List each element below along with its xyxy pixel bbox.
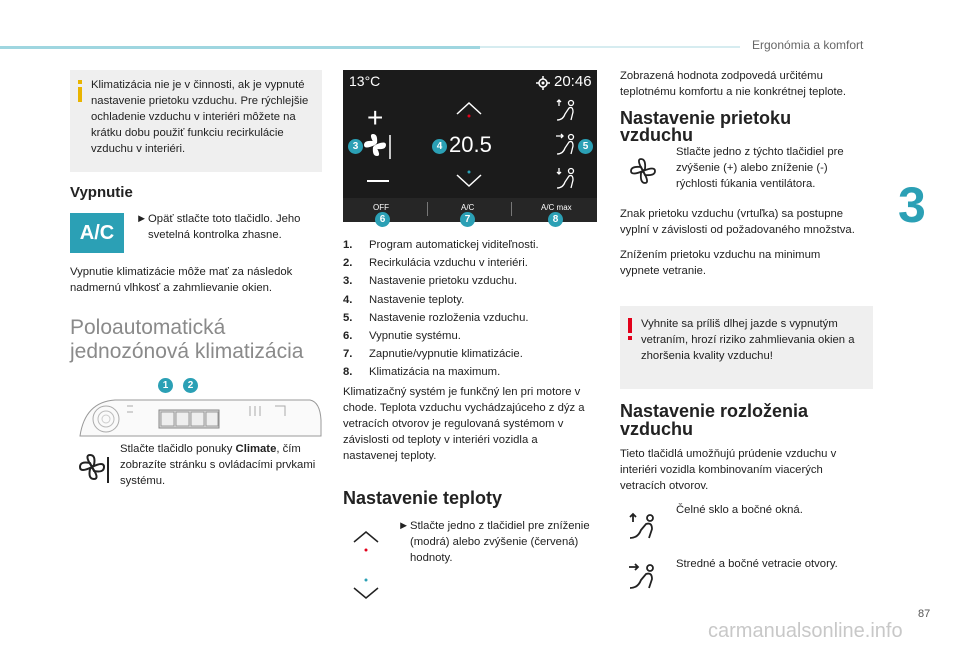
legend-number: 5. xyxy=(343,311,353,324)
legend-number: 1. xyxy=(343,239,353,251)
legend-number: 8. xyxy=(343,366,353,379)
windscreen-air-icon xyxy=(628,512,658,542)
temp-up-button[interactable] xyxy=(455,100,483,118)
intro-text: Zobrazená hodnota zodpovedá určitému teplotnému komfortu a nie konkrétnej teplote. xyxy=(620,70,847,98)
header-bar-light xyxy=(480,46,740,48)
air-feet-icon[interactable] xyxy=(555,166,577,192)
watermark: carmanualsonline.info xyxy=(708,620,903,642)
callout-3: 3 xyxy=(348,139,363,154)
prietok-title-line2: vzduchu xyxy=(620,125,694,145)
windscreen-text: Čelné sklo a bočné okná. xyxy=(676,504,803,516)
temp-arrows-icon xyxy=(352,530,380,600)
dashboard-illustration xyxy=(75,376,325,442)
section-title-line2: jednozónová klimatizácia xyxy=(70,340,304,363)
legend-item xyxy=(343,237,539,253)
divider xyxy=(427,202,428,216)
info-icon xyxy=(78,80,82,102)
air-center-icon[interactable] xyxy=(555,132,577,158)
legend-number: 4. xyxy=(343,293,353,306)
prietok-text: Stlačte jedno z týchto tlačidiel pre zvýšenie (+) alebo zníženie (-) rýchlosti fúkania ventilátora. xyxy=(676,146,844,190)
section-header: Ergonómia a komfort xyxy=(752,38,864,52)
legend-item xyxy=(343,346,523,362)
legend-text: Nastavenie teploty. xyxy=(369,293,465,306)
prietok-text3: Znížením prietoku vzduchu na minimum vypnete vetranie. xyxy=(620,249,821,277)
divider xyxy=(511,202,512,216)
section-title-line1: Poloautomatická xyxy=(70,316,226,339)
bullet-icon: ► xyxy=(398,520,410,532)
ac-max-button[interactable]: A/C max xyxy=(541,203,572,212)
ac-button-icon: A/C xyxy=(70,213,124,253)
bullet-icon: ► xyxy=(136,213,148,225)
settings-icon xyxy=(536,76,550,90)
callout-2: 2 xyxy=(183,378,198,393)
legend-item xyxy=(343,328,461,344)
warning-text: Vyhnite sa príliš dlhej jazde s vypnutým vetraním, hrozí riziko zahmlievania okien a zhoršenia kvality vzduchu! xyxy=(641,318,855,362)
legend-text: Program automatickej viditeľnosti. xyxy=(369,239,539,251)
fan-plus-button[interactable]: + xyxy=(367,102,384,133)
chapter-number: 3 xyxy=(898,177,926,233)
system-text: Klimatizačný systém je funkčný len pri motore v chode. Teplota vzduchu vychádzajúceho z dýz a vetracích otvorov je regulovaná systémom v závislosti od teploty v interiéri vozidla a nastavenej teploty. xyxy=(343,386,585,462)
outside-temp: 13°C xyxy=(349,73,381,89)
info-note-text: Klimatizácia nie je v činnosti, ak je vypnuté nastavenie prietoku vzduchu. Pre rýchlejšie ochladenie vzduchu v interiéri môžete na krátku dobu použiť funkciu recirkulácie vzduchu v interiéri. xyxy=(91,79,309,155)
vypnutie-text: Vypnutie klimatizácie môže mať za následok nadmernú vlhkosť a zahmlievanie okien. xyxy=(70,266,293,294)
fan-minus-button[interactable] xyxy=(367,180,389,182)
page-number: 87 xyxy=(918,608,931,620)
fan-menu-icon xyxy=(78,453,112,487)
rozlozenie-title-line1: Nastavenie rozloženia xyxy=(620,401,809,421)
callout-6: 6 xyxy=(375,212,390,227)
temp-down-button[interactable] xyxy=(455,170,483,188)
ac-button[interactable]: A/C xyxy=(461,203,475,212)
legend-text: Zapnutie/vypnutie klimatizácie. xyxy=(369,348,523,361)
clock: 20:46 xyxy=(554,73,592,90)
rozlozenie-title-line2: vzduchu xyxy=(620,419,694,439)
legend-number: 3. xyxy=(343,275,353,288)
teplota-title: Nastavenie teploty xyxy=(343,488,503,508)
legend-number: 6. xyxy=(343,330,353,342)
center-vents-air-icon xyxy=(628,562,658,592)
legend-item xyxy=(343,255,528,271)
prietok-text2: Znak prietoku vzduchu (vrtuľka) sa postupne vyplní v závislosti od požadovaného množstva. xyxy=(620,208,855,236)
legend-text: Vypnutie systému. xyxy=(369,330,461,342)
vypnutie-bullet: Opäť stlačte toto tlačidlo. Jeho svetelná kontrolka zhasne. xyxy=(148,213,301,241)
callout-7: 7 xyxy=(460,212,475,227)
rozlozenie-text: Tieto tlačidlá umožňujú prúdenie vzduchu v interiéri vozidla kombinovaním viacerých vetracích otvorov. xyxy=(620,448,837,492)
warning-icon xyxy=(628,318,632,340)
callout-1: 1 xyxy=(158,378,173,393)
header-bar xyxy=(0,46,480,49)
callout-5: 5 xyxy=(578,139,593,154)
center-vents-text: Stredné a bočné vetracie otvory. xyxy=(676,558,838,570)
vypnutie-title: Vypnutie xyxy=(70,184,133,201)
legend-text: Nastavenie rozloženia vzduchu. xyxy=(369,311,529,324)
legend-number: 7. xyxy=(343,348,353,361)
callout-4: 4 xyxy=(432,139,447,154)
air-windscreen-icon[interactable] xyxy=(555,98,577,124)
set-temp: 20.5 xyxy=(449,132,492,157)
legend-item xyxy=(343,364,500,380)
warning-note xyxy=(620,306,873,389)
info-note xyxy=(70,70,322,172)
legend-text: Klimatizácia na maximum. xyxy=(369,366,501,379)
teplota-bullet: Stlačte jedno z tlačidiel pre zníženie (modrá) alebo zvýšenie (červená) hodnoty. xyxy=(410,520,590,564)
callout-8: 8 xyxy=(548,212,563,227)
climate-screen xyxy=(343,70,597,222)
legend-item xyxy=(343,273,517,289)
legend-text: Nastavenie prietoku vzduchu. xyxy=(369,275,518,288)
climate-text: Stlačte tlačidlo ponuky Climate, čím zobrazíte stránku s ovládacími prvkami systému. xyxy=(120,443,316,487)
legend-text: Recirkulácia vzduchu v interiéri. xyxy=(369,257,528,270)
fan-level-icon xyxy=(362,132,392,162)
legend-item xyxy=(343,310,529,326)
prietok-title-line1: Nastavenie prietoku xyxy=(620,108,792,128)
fan-icon xyxy=(628,156,658,186)
off-button[interactable]: OFF xyxy=(373,203,389,212)
legend-number: 2. xyxy=(343,257,353,270)
legend-item xyxy=(343,292,464,308)
